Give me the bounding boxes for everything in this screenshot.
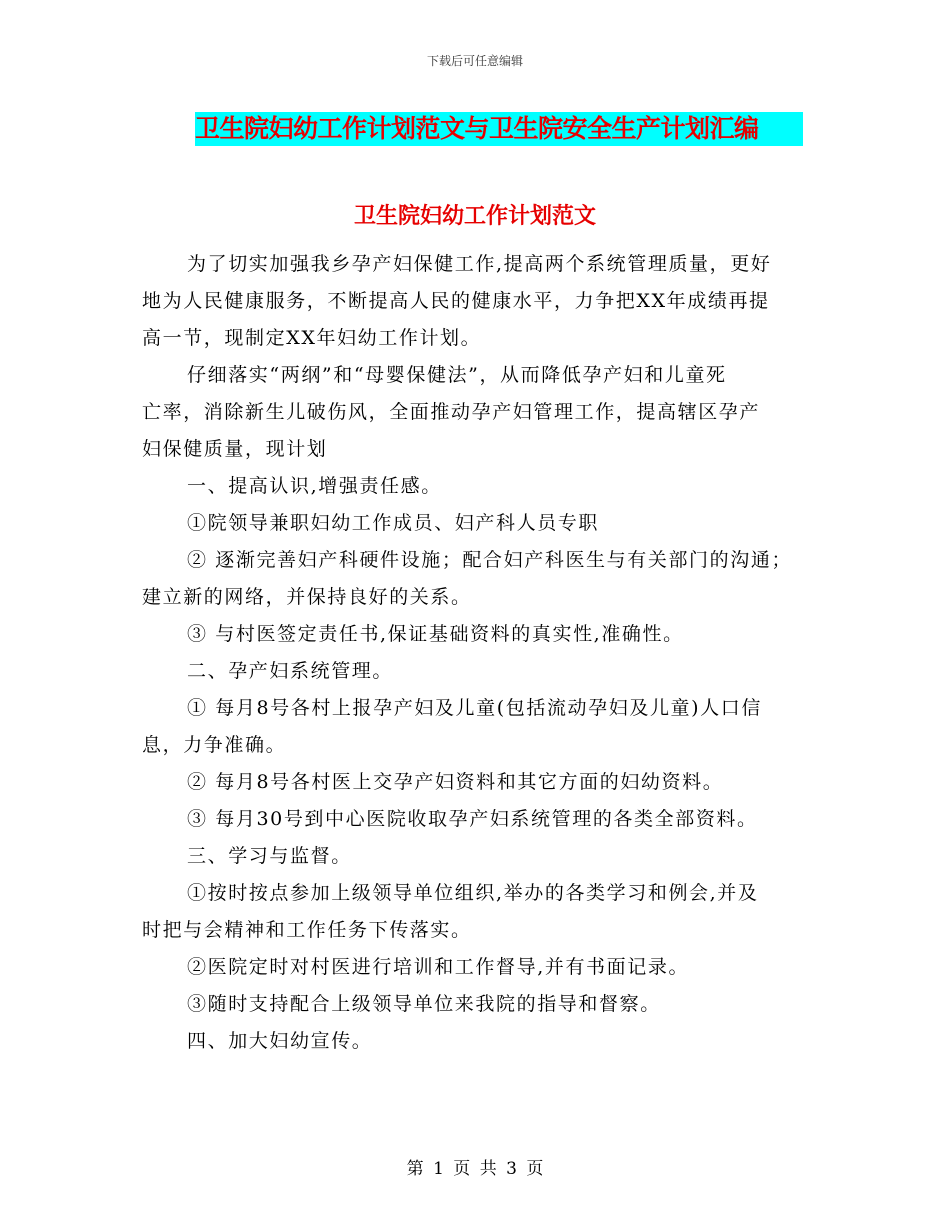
section-title: 卫生院妇幼工作计划范文 bbox=[353, 204, 596, 229]
paragraph-line: 高一节，现制定XX年妇幼工作计划。 bbox=[142, 327, 482, 349]
list-item: ③随时支持配合上级领导单位来我院的指导和督察。 bbox=[187, 993, 661, 1015]
paragraph-line: 建立新的网络，并保持良好的关系。 bbox=[142, 586, 472, 608]
document-body bbox=[142, 246, 814, 1060]
list-item: ② 每月8号各村医上交孕产妇资料和其它方面的妇幼资料。 bbox=[187, 771, 724, 793]
paragraph-line: 仔细落实“两纲”和“母婴保健法”，从而降低孕产妇和儿童死 bbox=[187, 364, 727, 386]
document-title: 卫生院妇幼工作计划范文与卫生院安全生产计划汇编 bbox=[195, 112, 803, 146]
page-number-footer: 第 1 页 共 3 页 bbox=[406, 1159, 544, 1179]
list-item: ③ 与村医签定责任书,保证基础资料的真实性,准确性。 bbox=[187, 623, 684, 645]
heading-line: 四、加大妇幼宣传。 bbox=[187, 1030, 373, 1052]
list-item: ② 逐渐完善妇产科硬件设施；配合妇产科医生与有关部门的沟通； bbox=[187, 549, 793, 571]
paragraph-line: 息，力争准确。 bbox=[142, 734, 287, 756]
heading-line: 二、孕产妇系统管理。 bbox=[187, 660, 394, 682]
paragraph-line: 亡率，消除新生儿破伤风，全面推动孕产妇管理工作，提高辖区孕产 bbox=[142, 401, 761, 423]
list-item: ②医院定时对村医进行培训和工作督导,并有书面记录。 bbox=[187, 956, 690, 978]
paragraph-line: 时把与会精神和工作任务下传落实。 bbox=[142, 919, 472, 941]
heading-line: 三、学习与监督。 bbox=[187, 845, 352, 867]
list-item: ③ 每月30号到中心医院收取孕产妇系统管理的各类全部资料。 bbox=[187, 808, 758, 830]
paragraph-line: 为了切实加强我乡孕产妇保健工作,提高两个系统管理质量，更好 bbox=[187, 253, 772, 275]
list-item: ① 每月8号各村上报孕产妇及儿童(包括流动孕妇及儿童)人口信 bbox=[187, 697, 762, 719]
heading-line: 一、提高认识,增强责任感。 bbox=[187, 475, 442, 497]
paragraph-line: 妇保健质量，现计划 bbox=[142, 438, 328, 460]
paragraph-line: 地为人民健康服务，不断提高人民的健康水平，力争把XX年成绩再提 bbox=[142, 290, 770, 312]
list-item: ①按时按点参加上级领导单位组织,举办的各类学习和例会,并及 bbox=[187, 882, 759, 904]
header-note: 下载后可任意编辑 bbox=[426, 54, 523, 68]
list-item: ①院领导兼职妇幼工作成员、妇产科人员专职 bbox=[187, 512, 600, 534]
